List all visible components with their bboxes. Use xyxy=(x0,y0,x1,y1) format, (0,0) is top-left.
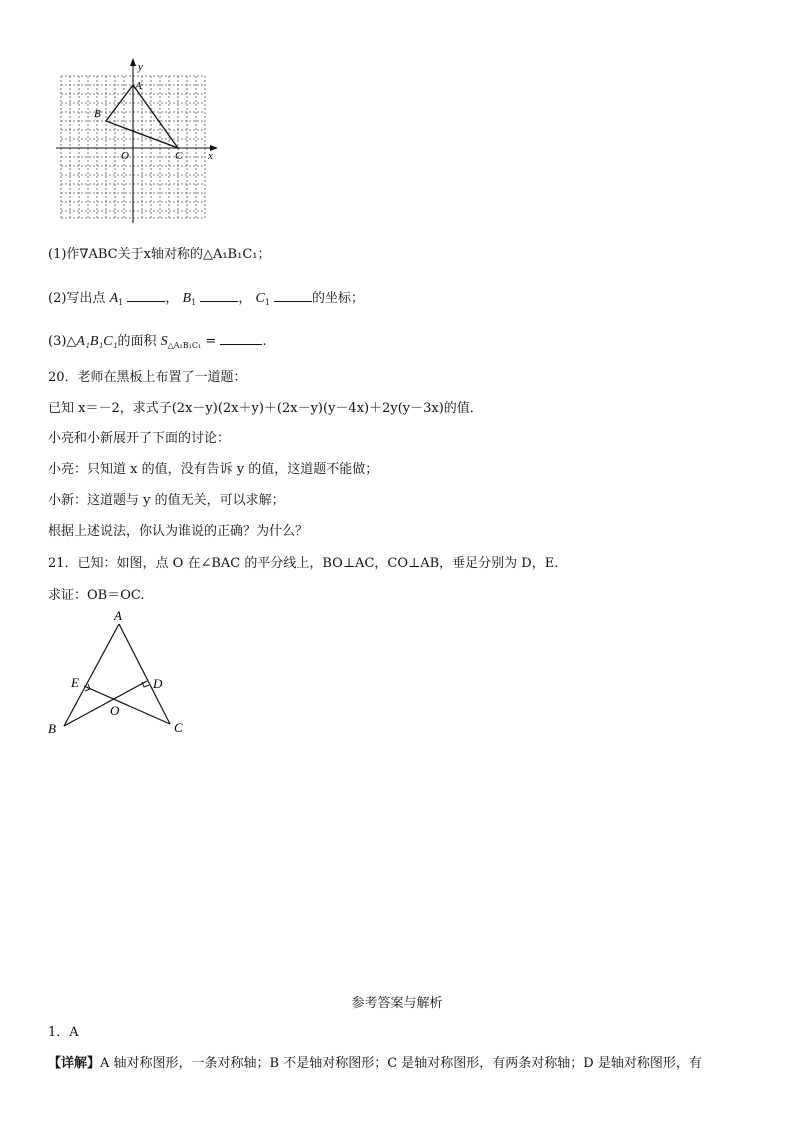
label-c: C xyxy=(175,150,183,162)
coordinate-grid-figure xyxy=(50,58,225,226)
point-b1-label: B xyxy=(182,291,192,306)
triangle-a1b1c1-label: A₁B₁C₁ xyxy=(76,334,118,349)
side-ac xyxy=(119,624,170,724)
label-o: O xyxy=(121,150,129,162)
area-symbol: S xyxy=(160,334,168,349)
label-e2: E xyxy=(71,675,79,690)
label-o2: O xyxy=(110,703,120,718)
q20-line1: 20．老师在黑板上布置了一道题： xyxy=(48,370,247,385)
point-c1-label: C xyxy=(255,291,265,306)
detail-tag: 【详解】 xyxy=(48,1056,101,1071)
label-c2: C xyxy=(174,720,183,735)
point-a1-sub: 1 xyxy=(118,298,124,307)
area-symbol-sub: △A₁B₁C₁ xyxy=(167,341,202,350)
q19-part2-prefix: (2)写出点 xyxy=(48,291,106,306)
answer-blank-b1 xyxy=(200,289,238,302)
label-x: x xyxy=(208,150,213,162)
q19-part3 xyxy=(48,332,267,355)
q21-line2: 求证：OB＝OC. xyxy=(48,588,145,603)
point-b1-sub: 1 xyxy=(191,298,197,307)
answer-1-detail xyxy=(48,1055,702,1073)
q20-line2: 已知 x＝－2，求式子(2x－y)(2x＋y)＋(2x－y)(y－4x)＋2y(y－3x)的值． xyxy=(48,401,483,416)
q19-part1-text: (1)作∇ABC关于x轴对称的△A₁B₁C₁； xyxy=(48,247,271,262)
label-a: A xyxy=(135,80,142,92)
q19-part2 xyxy=(48,289,364,312)
label-y: y xyxy=(138,61,143,73)
label-b: B xyxy=(94,108,101,120)
label-d2: D xyxy=(153,676,163,691)
answer-blank-c1 xyxy=(274,289,312,302)
answer-blank-a1 xyxy=(127,289,165,302)
answer-blank-area xyxy=(220,332,262,345)
detail-text: A 轴对称图形，一条对称轴；B 不是轴对称图形；C 是轴对称图形，有两条对称轴；D 是轴对称图形，有 xyxy=(100,1056,702,1071)
q20-line4: 小亮：只知道 x 的值，没有告诉 y 的值，这道题不能做； xyxy=(48,462,379,477)
point-c1-sub: 1 xyxy=(264,298,270,307)
point-a1-label: A xyxy=(109,291,119,306)
sep-1: ， xyxy=(165,291,179,306)
triangle-figure xyxy=(44,608,194,736)
q19-part1 xyxy=(48,246,270,264)
q19-part2-suffix: 的坐标； xyxy=(312,291,365,306)
q19-part3-prefix: (3)△ xyxy=(48,334,77,349)
label-b2: B xyxy=(48,721,56,736)
sep-2: ， xyxy=(238,291,252,306)
q19-part3-end: . xyxy=(262,334,267,349)
answer-1: 1．A xyxy=(48,1025,79,1040)
answers-title: 参考答案与解析 xyxy=(351,996,443,1011)
q19-part3-mid: 的面积 xyxy=(117,334,157,349)
q20-line5: 小新：这道题与 y 的值无关，可以求解； xyxy=(48,493,285,508)
q20-line3: 小亮和小新展开了下面的讨论： xyxy=(48,431,231,446)
q21-line1: 21．已知：如图，点 O 在∠BAC 的平分线上，BO⊥AC，CO⊥AB，垂足分别为 D，E. xyxy=(48,556,559,571)
label-a2: A xyxy=(114,608,122,623)
equals-sign: = xyxy=(205,334,217,349)
q20-line6: 根据上述说法，你认为谁说的正确？为什么？ xyxy=(48,524,309,539)
y-axis-arrow xyxy=(130,58,136,66)
